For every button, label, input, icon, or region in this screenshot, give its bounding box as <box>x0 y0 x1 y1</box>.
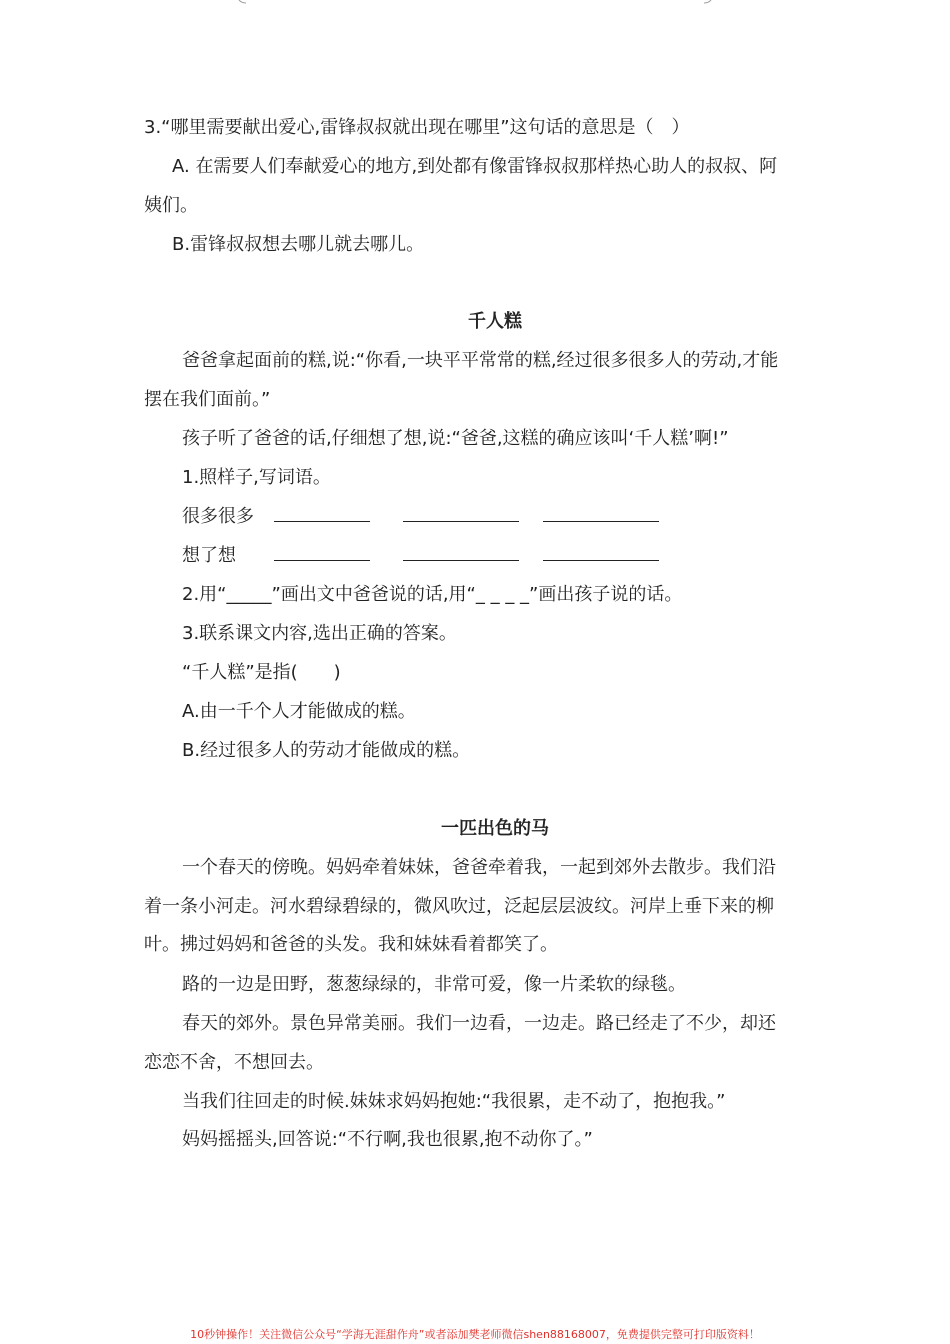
qianrengao-q1: 1.照样子,写词语。 <box>182 467 331 488</box>
q2-solid-line-sample: _____ <box>226 584 272 605</box>
answer-blank[interactable] <box>274 507 370 522</box>
horse-p5: 妈妈摇摇头,回答说:“不行啊,我也很累,抱不动你了。” <box>182 1129 593 1150</box>
qianrengao-para1-line1: 爸爸拿起面前的糕,说:“你看,一块平平常常的糕,经过很多很多人的劳动,才能 <box>182 350 779 371</box>
horse-p1-line1: 一个春天的傍晚。妈妈牵着妹妹，爸爸牵着我，一起到郊外去散步。我们沿 <box>182 857 776 878</box>
q2-mid: ”画出文中爸爸说的话,用“ <box>271 584 476 605</box>
horse-p3-line1: 春天的郊外。景色异常美丽。我们一边看，一边走。路已经走了不少，却还 <box>182 1013 776 1034</box>
q2-prefix: 2.用“ <box>182 584 227 605</box>
answer-blank[interactable] <box>543 546 659 561</box>
qianrengao-para2: 孩子听了爸爸的话,仔细想了想,说:“爸爸,这糕的确应该叫‘千人糕’啊!” <box>182 428 729 449</box>
page-top-bracket <box>236 0 714 4</box>
q2-suffix: ”画出孩子说的话。 <box>529 584 683 605</box>
section-title-qianrengao: 千人糕 <box>468 311 522 332</box>
question-3-option-a-line1: A. 在需要人们奉献爱心的地方,到处都有像雷锋叔叔那样热心助人的叔叔、阿 <box>172 156 778 177</box>
qianrengao-q3-option-a: A.由一千个人才能做成的糕。 <box>182 701 416 722</box>
question-3-option-b: B.雷锋叔叔想去哪儿就去哪儿。 <box>172 234 425 255</box>
horse-p2: 路的一边是田野，葱葱绿绿的，非常可爱，像一片柔软的绿毯。 <box>182 974 686 995</box>
word-example-2: 想了想 <box>182 545 236 566</box>
qianrengao-para1-line2: 摆在我们面前。” <box>144 389 271 410</box>
word-example-1: 很多很多 <box>182 506 254 527</box>
answer-blank[interactable] <box>274 546 370 561</box>
horse-p1-line3: 叶。拂过妈妈和爸爸的头发。我和妹妹看着都笑了。 <box>144 934 558 955</box>
answer-blank[interactable] <box>403 546 519 561</box>
qianrengao-q2 <box>182 584 850 606</box>
question-3-prev: 3.“哪里需要献出爱心,雷锋叔叔就出现在哪里”这句话的意思是（ ） <box>144 117 690 138</box>
question-3-option-a-line2: 姨们。 <box>144 195 198 216</box>
qianrengao-q3-option-b: B.经过很多人的劳动才能做成的糕。 <box>182 740 471 761</box>
q2-dashed-line-sample: _ _ _ _ <box>475 584 530 605</box>
section-title-horse: 一匹出色的马 <box>441 818 549 839</box>
answer-blank[interactable] <box>543 507 659 522</box>
horse-p1-line2: 着一条小河走。河水碧绿碧绿的，微风吹过，泛起层层波纹。河岸上垂下来的柳 <box>144 896 774 917</box>
horse-p4: 当我们往回走的时候.妹妹求妈妈抱她:“我很累，走不动了，抱抱我。” <box>182 1091 726 1112</box>
horse-p3-line2: 恋恋不舍，不想回去。 <box>144 1052 324 1073</box>
answer-blank[interactable] <box>403 507 519 522</box>
word-row-2 <box>182 545 850 567</box>
qianrengao-q3-stem: “千人糕”是指( ) <box>182 662 341 683</box>
footer-promo: 10秒钟操作！关注微信公众号“学海无涯甜作舟”或者添加樊老师微信shen88168007，免费提供完整可打印版资料！ <box>190 1328 760 1341</box>
qianrengao-q3: 3.联系课文内容,选出正确的答案。 <box>182 623 457 644</box>
word-row-1 <box>182 506 850 528</box>
